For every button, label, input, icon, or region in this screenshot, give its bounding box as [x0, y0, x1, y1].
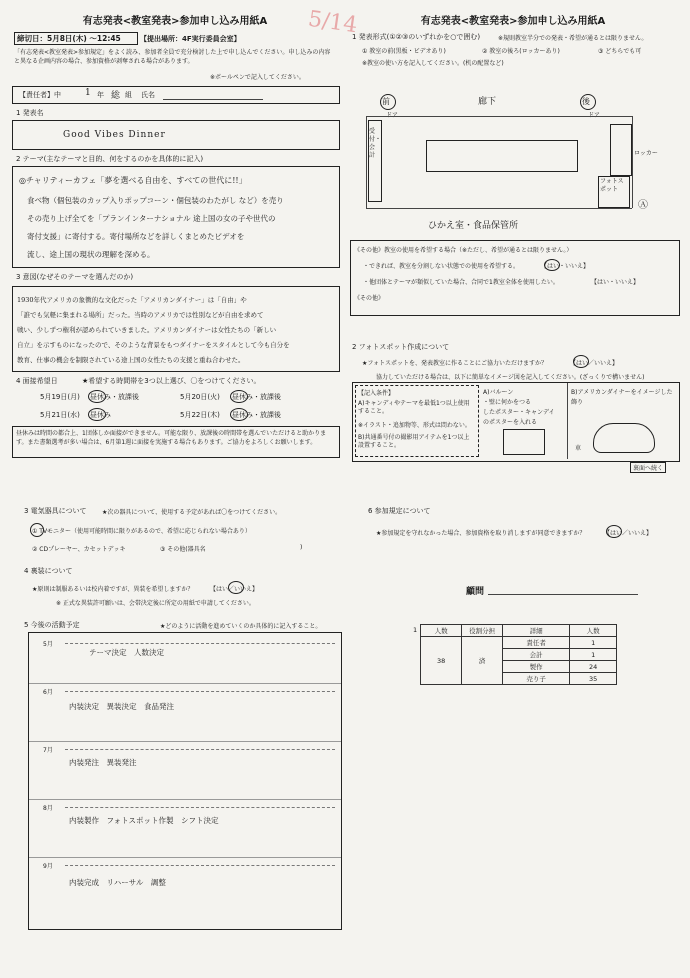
footnote-text: 昼休みは時間の都合上、1団体しか面接ができません。可能な限り、放課後の時間帯を選んでいただけると助かります。また書類選考が多い場合は、6月第1週に面接を実施する場合もあります。ご協力をよろしくお願いします。: [16, 430, 327, 446]
b-s6-answer: 【はい／いいえ】: [604, 530, 653, 537]
example-line-1: 【記入条件】: [358, 390, 395, 397]
sketch-a-4: のポスターを入れる: [483, 419, 538, 426]
th-count2: 人数: [570, 625, 617, 637]
b-s4-note: ※ 正式な異装許可願いは、会帯決定後に所定の用紙で申請してください。: [56, 600, 255, 607]
other-note3: ・他団体とテーマが類似していた場合、合同で1教室全体を使用したい。: [363, 279, 559, 286]
s3-line-5: 教育、仕事の機会を制限されている途上国の女性たちの支援と重ね合わせた。: [17, 356, 245, 364]
sketch-b-3: 車: [575, 445, 582, 452]
plan-text-5: 内装完成 リハーサル 調整: [69, 878, 166, 887]
other-box: [350, 240, 680, 316]
plan-month-3: 7月: [43, 747, 53, 754]
photo-mark: Ⓐ: [638, 200, 648, 211]
r-s2-q: ★フォトスポットを、発表教室に作ることにご協力いただけますか？: [362, 360, 548, 367]
interview-date-3: 5月21日(水): [40, 411, 80, 419]
locker-label: ロッカー: [634, 150, 658, 157]
r-s1-note: ※規則教室半分での発表・希望が通るとは限りません。: [498, 35, 648, 42]
b-s4-q: ★原則は制服あるいは校内着ですが、異装を希望しますか？: [32, 586, 194, 593]
b-s5-note: ★どのように活動を進めていくのか具体的に記入すること。: [160, 623, 322, 630]
other-note2: ・できれば、教室を分割しない状態での使用を希望する。: [363, 263, 520, 270]
example-line-4: B)共通番号付の撮影用アイテムを1つ以上設置すること。: [358, 434, 470, 449]
plan-text-1: テーマ決定 人数決定: [89, 648, 164, 657]
locker-box: [610, 124, 632, 176]
footnote-box: [12, 426, 340, 458]
b-s5-heading: 5 今後の活動予定: [24, 621, 80, 629]
plan-month-1: 5月: [43, 641, 53, 648]
class-label: 組: [125, 91, 132, 99]
count-3: 24: [570, 661, 617, 673]
count-2: 1: [570, 649, 617, 661]
s1-box: [12, 120, 340, 150]
item1-circle: [30, 523, 44, 537]
other-choice3: 【はい・いいえ】: [591, 279, 640, 286]
b-s6-q: ★参加規定を守れなかった場合、参加資格を取り消しますが同意できますか？: [376, 530, 586, 537]
plan-month-5: 9月: [43, 863, 53, 870]
example-line-2: A)キャンディやテーマを最低1つ以上使用すること。: [358, 400, 470, 415]
slot-circle: [230, 408, 248, 421]
total-count: 38: [421, 637, 462, 685]
choice-circle: [544, 259, 560, 271]
b-s3-heading: 3 電気器具について: [24, 507, 87, 515]
b-s3-item1: ① TVモニター（使用可能時間に限りがあるので、希望に応じられない場合あり）: [32, 528, 251, 535]
s2-box: [12, 166, 340, 268]
b-s4-heading: 4 裏装について: [24, 567, 73, 575]
b-s4-answer: 【はい／いいえ】: [210, 586, 259, 593]
row-number: 1: [413, 625, 418, 634]
role-status: 済: [462, 637, 503, 685]
s3-line-3: 戦い、少しずつ権利が認められていきました。アメリカンダイナーは女性たちの「新しい: [17, 326, 277, 334]
class-value: 総: [111, 91, 121, 101]
next-page-tag: 裏面へ続く: [630, 462, 666, 473]
s2-line-4: 寄付支援」に寄付する。寄付場所などを詳しくまとめたビデオを: [27, 232, 245, 241]
grade-label: 年: [97, 91, 104, 99]
s6-circle: [606, 525, 622, 538]
plan-text-4: 内装製作 フォトスポット作製 シフト決定: [69, 816, 219, 825]
example-line-3: ※イラスト・追加物等、形式は問わない。: [358, 422, 471, 429]
plan-text-2: 内装決定 異装決定 食品発注: [69, 702, 174, 711]
date-stamp: 5/14: [306, 6, 359, 39]
r-s1-opt2: ② 教室の後ろ(ロッカーあり): [482, 48, 560, 55]
plans-box: [28, 632, 342, 930]
sketch-a-2: ・壁に何かをつる: [483, 399, 532, 406]
interview-slots-2: 昼休み・放課後: [232, 393, 281, 401]
back-label: 後: [582, 97, 590, 106]
plan-month-2: 6月: [43, 689, 53, 696]
staff-table: [410, 624, 617, 685]
left-title: 有志発表<教室発表>参加申し込み用紙A: [82, 16, 268, 27]
th-count: 人数: [421, 625, 462, 637]
r-s1-opt1: ① 教室の前(黒板・ビデオあり): [362, 48, 446, 55]
count-1: 1: [570, 637, 617, 649]
sketch-b-2: 飾り: [571, 399, 584, 406]
r-s1-usage: ※教室の使い方を記入してください。(机の配置など): [362, 60, 504, 67]
th-detail: 詳細: [503, 625, 570, 637]
example-box: [355, 385, 479, 457]
interview-slots-1: 昼休み・放課後: [90, 393, 139, 401]
interview-slots-3: 昼休み: [90, 411, 111, 419]
r-s1-heading: 1 発表形式(①②③のいずれかを○で囲む): [352, 33, 481, 41]
count-4: 35: [570, 673, 617, 685]
bottom-label: ひかえ室・食品保管所: [428, 221, 519, 231]
right-title: 有志発表<教室発表>参加申し込み用紙A: [420, 16, 606, 27]
s4-circle: [228, 581, 244, 594]
s2-line-5: 流し、途上国の現状の理解を深める。: [27, 250, 155, 259]
other-note1: 《その他》教室の使用を希望する場合（※ただし、希望が通るとは限りません。）: [354, 247, 573, 254]
b-s3-item3: ③ その他(器具名: [160, 546, 206, 553]
interview-date-4: 5月22日(木): [180, 411, 220, 419]
s3-box: [12, 286, 340, 372]
plan-text-3: 内装発注 異装発注: [69, 758, 137, 767]
detail-4: 売り子: [503, 673, 570, 685]
responsible-row: [12, 86, 340, 104]
s3-line-2: 「誰でも気軽に集まれる場所」だった。当時のアメリカでは性別などが自由を求めて: [17, 311, 264, 319]
b-s3-note: ★次の器具について、使用する予定があれば〇をつけてください。: [102, 509, 282, 516]
b-s6-heading: 6 参加規定について: [368, 507, 431, 515]
b-s3-item2: ② CDプレーヤー、カセットデッキ: [32, 546, 126, 553]
s2-line-1: ◎チャリティーカフェ「夢を選べる自由を、すべての世代に!!」: [19, 176, 247, 185]
intro-text: 「有志発表<教室発表>参加規定」をよく読み、参加者全員で充分検討した上で申し込んでください。申し込みの内容と異なる企画内容の場合、参加資格が剥奪される場合があります。: [14, 49, 331, 65]
interview-slots-4: 昼休み・放課後: [232, 411, 281, 419]
s4-note: ★希望する時間帯を3つ以上選び、〇をつけてください。: [82, 377, 261, 385]
advisor-label: 顧問: [466, 587, 485, 597]
interview-date-2: 5月20日(火): [180, 393, 220, 401]
grade-value: 1: [85, 88, 91, 98]
sketch-a-3: したポスター・キャンデイ: [483, 409, 555, 416]
table-block: [426, 140, 578, 172]
th-role: 役割分担: [462, 625, 503, 637]
r-s1-opt3: ③ どちらでも可: [598, 48, 642, 55]
submit-place: 【提出場所：4F実行委員会室】: [140, 35, 241, 43]
sketch-frame: [352, 382, 680, 462]
detail-2: 会計: [503, 649, 570, 661]
s3-line-1: 1930年代アメリカの象徴的な文化だった「アメリカンダイナー」は「自由」や: [17, 296, 247, 304]
r-s2-heading: 2 フォトスポット作成について: [352, 343, 450, 351]
interview-date-1: 5月19日(月): [40, 393, 80, 401]
responsible-label: 【責任者】中: [19, 91, 61, 99]
classroom-map: [348, 68, 680, 238]
s1-value: Good Vibes Dinner: [63, 130, 166, 140]
front-label: 前: [382, 97, 390, 106]
s1-heading: 1 発表名: [16, 109, 44, 117]
bottom-right-page: [348, 500, 680, 970]
slot-circle: [88, 408, 106, 421]
door-right: ドア: [588, 112, 600, 119]
staff-table-wrap: [410, 624, 617, 685]
other-note4: 《その他》: [354, 295, 385, 302]
answer-circle: [573, 355, 589, 368]
form-right-page: [348, 8, 680, 472]
name-label: 氏名: [141, 91, 155, 99]
r-s2-answer: 【はい／いいえ】: [570, 360, 619, 367]
s2-line-2: 食べ物（個包装のカップ入りポップコーン・個包装のわたがし など）を売り: [27, 196, 284, 205]
plan-month-4: 8月: [43, 805, 53, 812]
r-s2-q2: 協力していただける場合は、以下に簡単なイメージ図を記入してください。(ざっくりで構いません): [376, 374, 645, 381]
sketch-b-1: B)アメリカンダイナーをイメージした: [571, 389, 673, 396]
detail-3: 製作: [503, 661, 570, 673]
photo-spot-label: フォトスポット: [600, 178, 624, 193]
other-choice2: 【はい・いいえ】: [541, 263, 590, 270]
slot-circle: [88, 390, 106, 403]
reception-label: 受付・会計: [369, 128, 382, 159]
deadline-box: 締切日：5月8日(木) ～12:45: [14, 32, 138, 45]
pen-note: ※ボールペンで記入してください。: [210, 74, 305, 81]
s2-heading: 2 テーマ(主なテーマと目的、何をするのかを具体的に記入): [16, 155, 204, 163]
s4-heading: 4 面接希望日: [16, 377, 58, 385]
s3-heading: 3 意図(なぜそのテーマを選んだのか): [16, 273, 134, 281]
slot-circle: [230, 390, 248, 403]
s3-line-4: 自立」を示すものになったので、そのような背景をもつダイナーをスタイルとして今も自分を: [17, 341, 290, 349]
s2-line-3: その売り上げ全てを「プランインターナショナル 途上国の女の子や世代の: [27, 214, 276, 223]
sketch-b-car: [593, 423, 655, 453]
sketch-a-drawing: [503, 429, 545, 455]
door-left: ドア: [386, 112, 398, 119]
bottom-left-page: 3 電気器具について ★次の器具について、使用する予定があれば〇をつけてください。 ① TVモニター（使用可能時間に限りがあるので、希望に応じられない場合あり） ② CDプレーヤー、カセットデッキ ③ その他(器具名 ) 4 裏装について ★原則は制服あるいは校内着ですが、異装を希望しますか？ 【はい／いいえ】 ※ 正式な異装許可願いは、会帯決定後に所定の用紙で申請してください。 5 今後の活動予定 ★どのように活動を進めていくのか具体的に記入すること。 5月 テーマ決定 人数決定 6月 内装決定 異装決定 食品発注 7月 内装発注 異装発注 8月 内装製作 フォトスポット作製 シフト決定 9月 内装完成 リハーサル 調整: [10, 500, 340, 970]
form-left-page: [10, 8, 340, 468]
sketch-a-1: A)バルーン: [483, 389, 514, 396]
corridor-label: 廊下: [478, 97, 497, 107]
detail-1: 責任者: [503, 637, 570, 649]
